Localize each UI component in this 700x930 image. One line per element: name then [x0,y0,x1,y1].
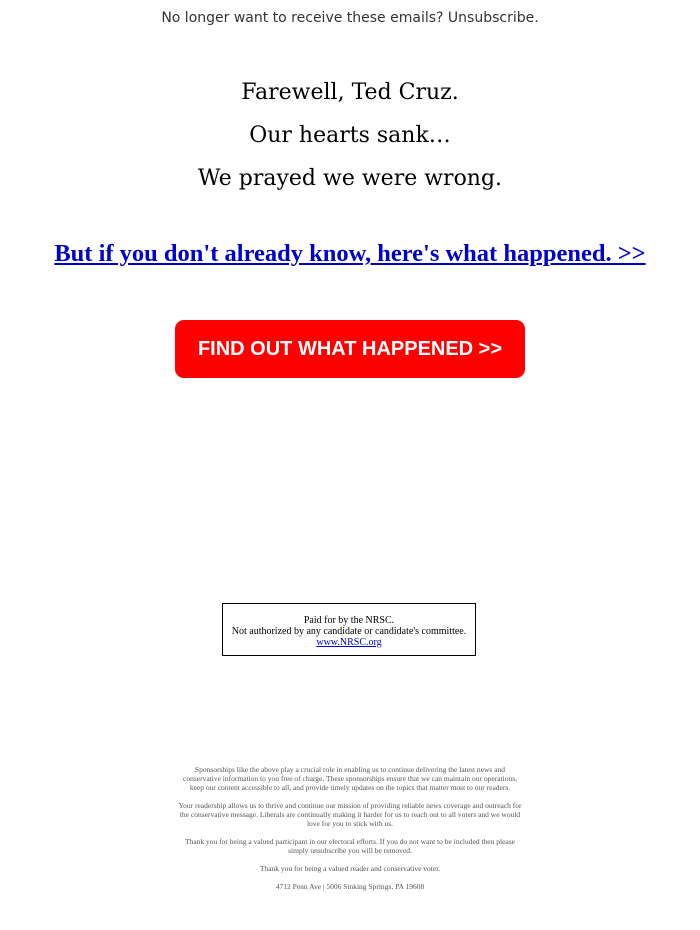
headline-hearts-sank: Our hearts sank… [249,123,451,148]
nrsc-website-link[interactable]: www.NRSC.org [316,637,382,648]
unsubscribe-link[interactable]: Unsubscribe. [447,10,539,26]
headline-prayed-wrong: We prayed we were wrong. [197,166,503,191]
what-happened-link[interactable]: But if you don't already know, here's what happened. >> [54,240,646,267]
headline-farewell: Farewell, Ted Cruz. [241,80,459,105]
unsubscribe-prompt: No longer want to receive these emails? [161,10,444,26]
paid-for-disclaimer [222,603,476,656]
footer-sponsorship-text: Sponsorships like the above play a crucial role in enabling us to continue delivering the latest news and conservative information to you free of charge. These sponsorships ensure that we can maintain our operations, keep our content accessible to all, and provide timely updates on the topics that matter most to our readers. [183,765,517,792]
footer-participant-text: Thank you for being a valued participant in our electoral efforts. If you do not want to be included then please simply unsubscribe you will be removed. [185,837,515,855]
footer [178,765,522,900]
find-out-button[interactable]: FIND OUT WHAT HAPPENED >> [175,320,525,378]
footer-thanks-text: Thank you for being a valued reader and conservative voter. [259,864,441,873]
paid-by-text: Paid for by the NRSC. [303,615,395,626]
unsubscribe-bar [0,10,700,26]
not-authorized-text: Not authorized by any candidate or candidate's committee. [231,626,467,637]
footer-readership-text: Your readership allows us to thrive and continue our mission of providing reliable news coverage and outreach for the conservative message. Liberals are continually making it harder for us to reach out to all voters and we would love for you to stick with us. [178,801,522,828]
footer-address: 4712 Penn Ave | 5006 Sinking Springs, PA 19608 [275,882,425,891]
